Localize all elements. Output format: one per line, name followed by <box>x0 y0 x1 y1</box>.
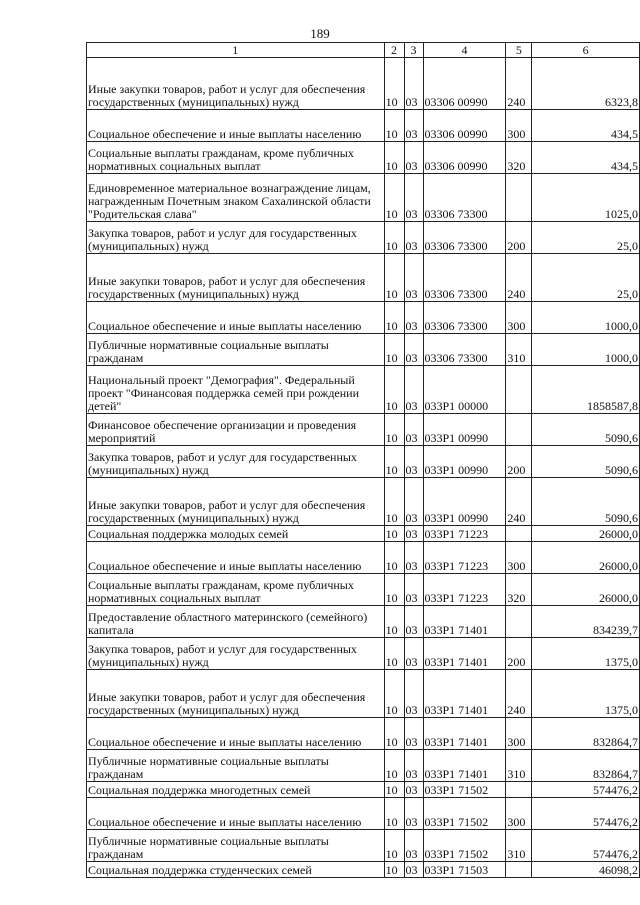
row-section-cell: 10 <box>384 254 404 302</box>
table-row <box>87 142 640 174</box>
row-target-article-cell: 033P1 71401 <box>423 606 506 638</box>
row-subsection-cell: 03 <box>404 750 423 782</box>
table-row <box>87 862 640 878</box>
row-name-cell: Социальное обеспечение и иные выплаты населению <box>87 798 385 830</box>
row-target-article-cell: 033P1 71502 <box>423 830 506 862</box>
row-name-cell: Закупка товаров, работ и услуг для государственных (муниципальных) нужд <box>87 222 385 254</box>
row-amount-cell: 46098,2 <box>532 862 640 878</box>
column-header-2: 2 <box>384 43 404 58</box>
row-name-cell: Публичные нормативные социальные выплаты гражданам <box>87 750 385 782</box>
header-row <box>87 43 640 58</box>
column-header-1: 1 <box>87 43 385 58</box>
row-subsection-cell: 03 <box>404 446 423 478</box>
row-amount-cell: 574476,2 <box>532 798 640 830</box>
row-expense-type-cell: 300 <box>506 798 532 830</box>
table-row <box>87 254 640 302</box>
column-header-4: 4 <box>423 43 506 58</box>
row-subsection-cell: 03 <box>404 174 423 222</box>
table-row <box>87 718 640 750</box>
row-subsection-cell: 03 <box>404 302 423 334</box>
row-expense-type-cell <box>506 606 532 638</box>
row-target-article-cell: 03306 73300 <box>423 222 506 254</box>
row-expense-type-cell <box>506 862 532 878</box>
row-subsection-cell: 03 <box>404 222 423 254</box>
row-expense-type-cell <box>506 366 532 414</box>
row-section-cell: 10 <box>384 574 404 606</box>
table-row <box>87 830 640 862</box>
row-amount-cell: 26000,0 <box>532 542 640 574</box>
table-row <box>87 174 640 222</box>
row-section-cell: 10 <box>384 638 404 670</box>
row-name-cell: Иные закупки товаров, работ и услуг для обеспечения государственных (муниципальных) нужд <box>87 58 385 110</box>
row-name-cell: Социальная поддержка многодетных семей <box>87 782 385 798</box>
row-target-article-cell: 03306 00990 <box>423 110 506 142</box>
row-name-cell: Социальная поддержка студенческих семей <box>87 862 385 878</box>
row-amount-cell: 832864,7 <box>532 718 640 750</box>
row-subsection-cell: 03 <box>404 414 423 446</box>
row-subsection-cell: 03 <box>404 58 423 110</box>
table-row <box>87 542 640 574</box>
row-expense-type-cell: 240 <box>506 58 532 110</box>
row-section-cell: 10 <box>384 782 404 798</box>
row-amount-cell: 1000,0 <box>532 334 640 366</box>
row-amount-cell: 5090,6 <box>532 446 640 478</box>
row-expense-type-cell: 240 <box>506 478 532 526</box>
row-amount-cell: 1858587,8 <box>532 366 640 414</box>
row-target-article-cell: 033P1 00990 <box>423 478 506 526</box>
column-header-5: 5 <box>506 43 532 58</box>
row-expense-type-cell: 300 <box>506 110 532 142</box>
row-amount-cell: 574476,2 <box>532 782 640 798</box>
row-target-article-cell: 033P1 71401 <box>423 638 506 670</box>
row-subsection-cell: 03 <box>404 334 423 366</box>
table-row <box>87 58 640 110</box>
row-amount-cell: 26000,0 <box>532 574 640 606</box>
row-name-cell: Предоставление областного материнского (семейного) капитала <box>87 606 385 638</box>
table-row <box>87 334 640 366</box>
row-amount-cell: 1375,0 <box>532 670 640 718</box>
row-target-article-cell: 033P1 71223 <box>423 574 506 606</box>
row-section-cell: 10 <box>384 446 404 478</box>
row-section-cell: 10 <box>384 670 404 718</box>
row-name-cell: Национальный проект "Демография". Федеральный проект "Финансовая поддержка семей при рождении детей" <box>87 366 385 414</box>
row-target-article-cell: 033P1 71401 <box>423 718 506 750</box>
row-amount-cell: 25,0 <box>532 254 640 302</box>
row-subsection-cell: 03 <box>404 526 423 542</box>
row-name-cell: Единовременное материальное вознаграждение лицам, награжденным Почетным знаком Сахалинской области "Родительская слава" <box>87 174 385 222</box>
row-subsection-cell: 03 <box>404 142 423 174</box>
row-target-article-cell: 03306 73300 <box>423 174 506 222</box>
row-expense-type-cell: 200 <box>506 638 532 670</box>
row-name-cell: Закупка товаров, работ и услуг для государственных (муниципальных) нужд <box>87 638 385 670</box>
row-subsection-cell: 03 <box>404 830 423 862</box>
table-row <box>87 574 640 606</box>
row-target-article-cell: 033P1 71502 <box>423 798 506 830</box>
row-name-cell: Социальное обеспечение и иные выплаты населению <box>87 110 385 142</box>
row-target-article-cell: 03306 00990 <box>423 58 506 110</box>
row-subsection-cell: 03 <box>404 798 423 830</box>
row-section-cell: 10 <box>384 414 404 446</box>
row-amount-cell: 1025,0 <box>532 174 640 222</box>
row-subsection-cell: 03 <box>404 574 423 606</box>
table-row <box>87 526 640 542</box>
table-row <box>87 446 640 478</box>
row-section-cell: 10 <box>384 750 404 782</box>
table-row <box>87 798 640 830</box>
row-name-cell: Иные закупки товаров, работ и услуг для обеспечения государственных (муниципальных) нужд <box>87 478 385 526</box>
table-row <box>87 750 640 782</box>
column-header-3: 3 <box>404 43 423 58</box>
row-amount-cell: 5090,6 <box>532 414 640 446</box>
row-section-cell: 10 <box>384 862 404 878</box>
row-subsection-cell: 03 <box>404 542 423 574</box>
row-expense-type-cell: 240 <box>506 670 532 718</box>
row-expense-type-cell: 240 <box>506 254 532 302</box>
row-amount-cell: 25,0 <box>532 222 640 254</box>
row-amount-cell: 26000,0 <box>532 526 640 542</box>
table-row <box>87 366 640 414</box>
row-expense-type-cell: 300 <box>506 302 532 334</box>
row-section-cell: 10 <box>384 58 404 110</box>
row-name-cell: Публичные нормативные социальные выплаты гражданам <box>87 334 385 366</box>
row-name-cell: Финансовое обеспечение организации и проведения мероприятий <box>87 414 385 446</box>
table-row <box>87 782 640 798</box>
row-section-cell: 10 <box>384 718 404 750</box>
row-amount-cell: 1375,0 <box>532 638 640 670</box>
row-target-article-cell: 033P1 71223 <box>423 526 506 542</box>
row-expense-type-cell: 310 <box>506 334 532 366</box>
row-target-article-cell: 033P1 00000 <box>423 366 506 414</box>
table-body <box>87 58 640 878</box>
row-amount-cell: 6323,8 <box>532 58 640 110</box>
row-amount-cell: 574476,2 <box>532 830 640 862</box>
row-amount-cell: 434,5 <box>532 110 640 142</box>
row-expense-type-cell: 320 <box>506 574 532 606</box>
row-target-article-cell: 033P1 71401 <box>423 670 506 718</box>
row-target-article-cell: 033P1 71503 <box>423 862 506 878</box>
row-section-cell: 10 <box>384 830 404 862</box>
row-section-cell: 10 <box>384 142 404 174</box>
row-expense-type-cell <box>506 526 532 542</box>
row-subsection-cell: 03 <box>404 254 423 302</box>
row-target-article-cell: 033P1 00990 <box>423 414 506 446</box>
row-target-article-cell: 033P1 00990 <box>423 446 506 478</box>
row-section-cell: 10 <box>384 110 404 142</box>
row-name-cell: Социальное обеспечение и иные выплаты населению <box>87 542 385 574</box>
row-name-cell: Социальное обеспечение и иные выплаты населению <box>87 302 385 334</box>
row-name-cell: Публичные нормативные социальные выплаты гражданам <box>87 830 385 862</box>
row-subsection-cell: 03 <box>404 478 423 526</box>
row-target-article-cell: 033P1 71223 <box>423 542 506 574</box>
row-expense-type-cell: 300 <box>506 718 532 750</box>
row-name-cell: Закупка товаров, работ и услуг для государственных (муниципальных) нужд <box>87 446 385 478</box>
row-name-cell: Социальные выплаты гражданам, кроме публичных нормативных социальных выплат <box>87 574 385 606</box>
row-name-cell: Иные закупки товаров, работ и услуг для обеспечения государственных (муниципальных) нужд <box>87 254 385 302</box>
table-row <box>87 670 640 718</box>
row-name-cell: Иные закупки товаров, работ и услуг для обеспечения государственных (муниципальных) нужд <box>87 670 385 718</box>
row-amount-cell: 832864,7 <box>532 750 640 782</box>
row-expense-type-cell <box>506 174 532 222</box>
row-subsection-cell: 03 <box>404 670 423 718</box>
table-row <box>87 478 640 526</box>
page-number: 189 <box>310 26 330 41</box>
table-row <box>87 414 640 446</box>
row-target-article-cell: 03306 73300 <box>423 302 506 334</box>
row-amount-cell: 5090,6 <box>532 478 640 526</box>
budget-table <box>86 42 640 878</box>
row-expense-type-cell: 310 <box>506 830 532 862</box>
row-section-cell: 10 <box>384 798 404 830</box>
table-row <box>87 638 640 670</box>
row-expense-type-cell: 310 <box>506 750 532 782</box>
table-row <box>87 606 640 638</box>
row-expense-type-cell <box>506 782 532 798</box>
row-name-cell: Социальное обеспечение и иные выплаты населению <box>87 718 385 750</box>
row-amount-cell: 434,5 <box>532 142 640 174</box>
row-section-cell: 10 <box>384 174 404 222</box>
row-expense-type-cell: 200 <box>506 222 532 254</box>
column-header-6: 6 <box>532 43 640 58</box>
row-subsection-cell: 03 <box>404 782 423 798</box>
row-expense-type-cell: 320 <box>506 142 532 174</box>
row-expense-type-cell: 200 <box>506 446 532 478</box>
table-row <box>87 110 640 142</box>
row-amount-cell: 834239,7 <box>532 606 640 638</box>
table-row <box>87 302 640 334</box>
row-section-cell: 10 <box>384 302 404 334</box>
row-amount-cell: 1000,0 <box>532 302 640 334</box>
row-subsection-cell: 03 <box>404 110 423 142</box>
row-target-article-cell: 03306 00990 <box>423 142 506 174</box>
row-target-article-cell: 033P1 71401 <box>423 750 506 782</box>
row-section-cell: 10 <box>384 366 404 414</box>
row-section-cell: 10 <box>384 542 404 574</box>
row-subsection-cell: 03 <box>404 638 423 670</box>
row-subsection-cell: 03 <box>404 718 423 750</box>
row-section-cell: 10 <box>384 334 404 366</box>
row-section-cell: 10 <box>384 606 404 638</box>
row-expense-type-cell <box>506 414 532 446</box>
row-target-article-cell: 03306 73300 <box>423 334 506 366</box>
table-row <box>87 222 640 254</box>
row-subsection-cell: 03 <box>404 606 423 638</box>
row-name-cell: Социальные выплаты гражданам, кроме публичных нормативных социальных выплат <box>87 142 385 174</box>
row-section-cell: 10 <box>384 478 404 526</box>
row-subsection-cell: 03 <box>404 862 423 878</box>
row-expense-type-cell: 300 <box>506 542 532 574</box>
row-section-cell: 10 <box>384 526 404 542</box>
row-name-cell: Социальная поддержка молодых семей <box>87 526 385 542</box>
row-subsection-cell: 03 <box>404 366 423 414</box>
row-section-cell: 10 <box>384 222 404 254</box>
row-target-article-cell: 033P1 71502 <box>423 782 506 798</box>
row-target-article-cell: 03306 73300 <box>423 254 506 302</box>
